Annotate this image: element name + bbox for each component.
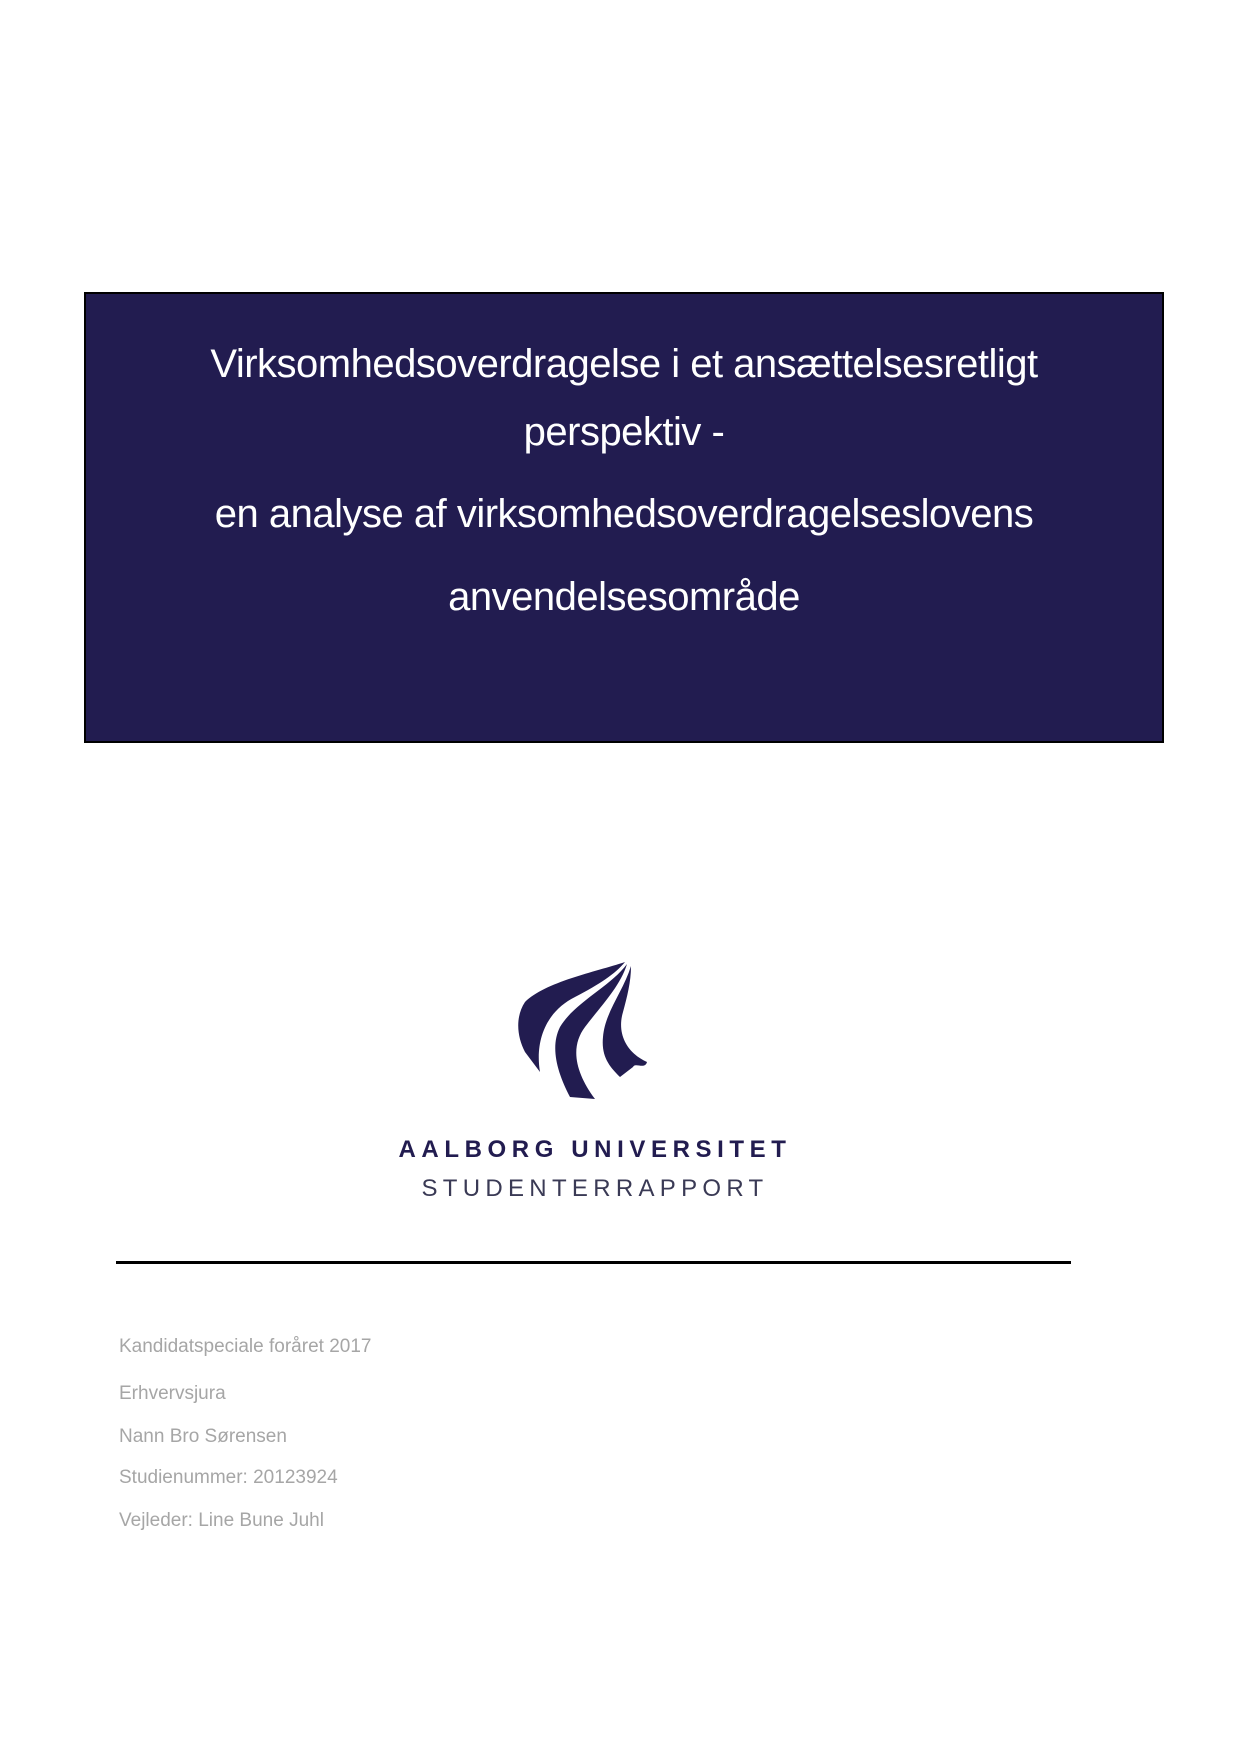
title-line-2: perspektiv - xyxy=(523,410,725,454)
info-author: Nann Bro Sørensen xyxy=(119,1426,287,1447)
info-program: Erhvervsjura xyxy=(119,1383,226,1404)
divider xyxy=(116,1261,1071,1264)
title-line-1: Virksomhedsoverdragelse i et ansættelsesretligt xyxy=(210,342,1038,386)
aau-logo-icon xyxy=(515,962,650,1100)
info-semester: Kandidatspeciale foråret 2017 xyxy=(119,1336,372,1357)
report-type: STUDENTERRAPPORT xyxy=(421,1175,769,1202)
title-line-4: anvendelsesområde xyxy=(448,575,800,619)
info-supervisor: Vejleder: Line Bune Juhl xyxy=(119,1510,324,1531)
university-name: AALBORG UNIVERSITET xyxy=(398,1136,792,1163)
title-line-3: en analyse af virksomhedsoverdragelseslovens xyxy=(214,492,1034,536)
info-student-number: Studienummer: 20123924 xyxy=(119,1467,338,1488)
title-box xyxy=(84,292,1164,743)
